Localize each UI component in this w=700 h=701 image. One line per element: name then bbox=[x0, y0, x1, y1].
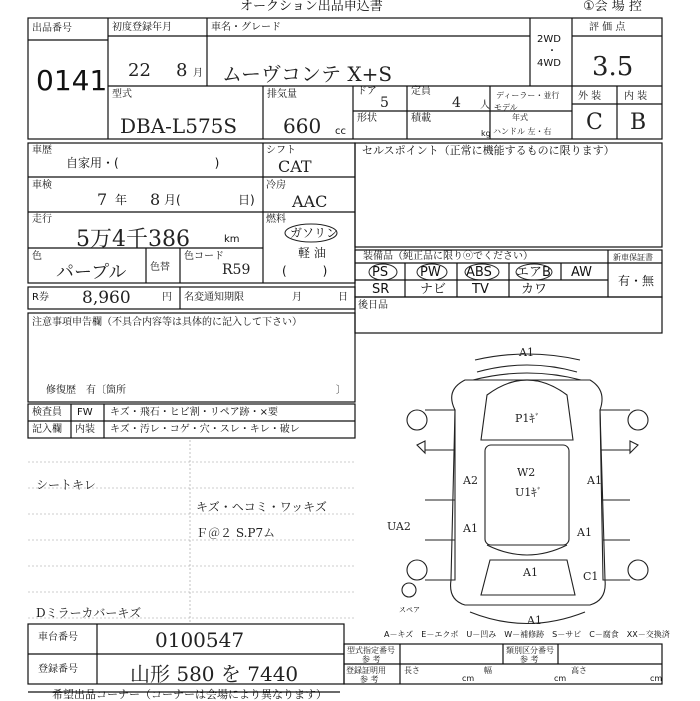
form-title: オークション出品申込書 bbox=[240, 0, 383, 14]
inspection-year: 7 bbox=[97, 190, 108, 209]
inspector-note-4: Dミラーカバーキズ bbox=[36, 606, 142, 620]
equipment-label: 装備品（純正品に限りⓞでください） bbox=[363, 251, 533, 262]
first-reg-label: 初度登録年月 bbox=[112, 22, 172, 33]
equip-sr: SR bbox=[372, 282, 390, 297]
chassis-value: 0100547 bbox=[155, 628, 245, 652]
repair-close: 〕 bbox=[336, 385, 346, 396]
mark-rear-right: C1 bbox=[583, 570, 599, 583]
class-number-ref: 参 考 bbox=[520, 655, 539, 664]
car-name-label: 車名・グレード bbox=[211, 22, 281, 33]
lot-number: 0141 bbox=[36, 64, 108, 97]
displacement-unit: cc bbox=[335, 126, 346, 137]
notes-label: 注意事項申告欄（不具合内容等は具体的に記入して下さい） bbox=[32, 317, 302, 328]
equip-pw: PW bbox=[420, 265, 441, 280]
registration-value: 山形 580 を 7440 bbox=[130, 662, 299, 686]
drive-2wd: 2WD bbox=[537, 34, 561, 45]
model-value: DBA-L575S bbox=[120, 114, 238, 138]
gasoline-circle bbox=[283, 222, 339, 244]
mark-left-side: UA2 bbox=[387, 520, 411, 533]
mark-left-front: A2 bbox=[463, 474, 478, 487]
cert-cm-1: cm bbox=[462, 674, 475, 683]
color-value: パープル bbox=[56, 262, 127, 283]
car-diagram bbox=[387, 346, 660, 628]
equip-ps: PS bbox=[372, 265, 389, 280]
ac-value: AAC bbox=[292, 192, 328, 211]
chassis-label: 車台番号 bbox=[38, 632, 78, 643]
exterior-grade: C bbox=[586, 110, 603, 135]
mark-left-rear: A1 bbox=[463, 522, 478, 535]
mark-rear-body: A1 bbox=[523, 566, 538, 579]
first-reg-month: 8 bbox=[176, 60, 188, 81]
fuel-label: 燃料 bbox=[266, 214, 286, 225]
cert-cm-2: cm bbox=[554, 674, 567, 683]
equip-navi: ナビ bbox=[420, 282, 447, 297]
name-change-label: 名変通知期限 bbox=[184, 292, 244, 303]
class-number-label: 類別区分番号 bbox=[506, 646, 554, 655]
inspector-label-1: 検査員 bbox=[32, 407, 62, 418]
load-label: 積載 bbox=[411, 113, 431, 124]
inspector-text-1: キズ・飛石・ヒビ割・リペア跡・×要 bbox=[110, 407, 278, 418]
model-label: 型式 bbox=[112, 89, 132, 100]
mark-right-front: A1 bbox=[587, 474, 602, 487]
interior-label: 内 装 bbox=[624, 91, 648, 102]
name-change-day: 日 bbox=[338, 292, 348, 303]
inspection-day-unit: 日) bbox=[238, 193, 255, 207]
cert-height: 高さ bbox=[571, 666, 587, 675]
inspector-label-2: 記入欄 bbox=[32, 424, 62, 435]
ac-label: 冷房 bbox=[266, 180, 286, 191]
mileage-unit: km bbox=[224, 234, 240, 245]
inspector-note-3: Ｆ＠２ S.P7ム bbox=[196, 526, 276, 540]
exterior-label: 外 装 bbox=[578, 91, 602, 102]
fuel-gasoline: ガソリン bbox=[290, 226, 339, 240]
body-shape-label: 形状 bbox=[357, 113, 377, 124]
doors-label: ドア bbox=[357, 86, 377, 97]
equip-airbag: エアB bbox=[516, 265, 551, 280]
dealer-label: ディーラー・並行 bbox=[496, 91, 560, 100]
type-designation-ref: 参 考 bbox=[362, 655, 381, 664]
inspector-note-1: シートキレ bbox=[36, 478, 96, 492]
equip-leather: カワ bbox=[521, 282, 548, 297]
registration-label: 登録番号 bbox=[38, 664, 78, 675]
type-designation-label: 型式指定番号 bbox=[347, 646, 395, 655]
drive-dot: ・ bbox=[547, 46, 557, 57]
warranty-value: 有・無 bbox=[618, 274, 655, 288]
capacity-label: 定員 bbox=[411, 86, 431, 97]
footer-corner-label: 希望出品コーナー（コーナーは会場により異なります） bbox=[52, 688, 327, 701]
mileage-label: 走行 bbox=[32, 214, 52, 225]
inspection-label: 車検 bbox=[32, 180, 52, 191]
usage-label: 車歴 bbox=[32, 145, 52, 156]
grade-label: 評 価 点 bbox=[589, 22, 626, 33]
usage-value: 自家用・( ) bbox=[66, 156, 220, 170]
inspection-month-unit: 月( bbox=[164, 193, 181, 207]
model-year-label: モデル bbox=[494, 103, 518, 112]
inspector-tag-2: 内装 bbox=[75, 424, 95, 435]
mark-roof: P1ｷﾞ bbox=[515, 412, 541, 425]
sales-points-label: セルスポイント（正常に機能するものに限ります） bbox=[362, 144, 615, 157]
equip-aw: AW bbox=[571, 265, 593, 280]
warranty-label: 新車保証書 bbox=[613, 253, 653, 262]
interior-grade: B bbox=[630, 110, 647, 135]
first-reg-month-unit: 月 bbox=[193, 68, 203, 79]
load-unit: kg bbox=[481, 129, 491, 138]
fuel-other: ( ) bbox=[282, 264, 328, 278]
recycle-value: 8,960 bbox=[82, 288, 131, 308]
cert-ref: 参 考 bbox=[360, 675, 379, 684]
lot-label: 出品番号 bbox=[32, 23, 72, 34]
postscript-label: 後日品 bbox=[358, 300, 388, 311]
name-change-month: 月 bbox=[292, 292, 302, 303]
grade-score: 3.5 bbox=[592, 52, 634, 82]
car-name-value: ムーヴコンテ X+S bbox=[222, 62, 393, 86]
capacity-unit: 人 bbox=[480, 100, 490, 111]
mark-right-rear: A1 bbox=[577, 526, 592, 539]
recycle-label: R券 bbox=[32, 292, 49, 303]
first-reg-year: 22 bbox=[128, 60, 151, 81]
venue-copy-label: ①会 場 控 bbox=[583, 0, 642, 14]
cert-length: 長さ bbox=[404, 666, 420, 675]
mark-w2: W2 bbox=[517, 466, 536, 479]
handle-label: ハンドル 左・右 bbox=[493, 127, 552, 136]
equipment-circles bbox=[366, 262, 566, 282]
mark-top: A1 bbox=[519, 346, 534, 359]
year-label: 年式 bbox=[512, 113, 528, 122]
equip-abs: ABS bbox=[466, 265, 492, 280]
cert-cm-3: cm bbox=[650, 674, 663, 683]
displacement-label: 排気量 bbox=[267, 89, 297, 100]
mark-bottom: A1 bbox=[527, 614, 542, 627]
damage-legend: A－キズ E－エクボ U－凹み W－補修跡 S－サビ C－腐食 XX－交換済 bbox=[384, 630, 670, 639]
inspection-year-unit: 年 bbox=[115, 193, 128, 207]
inspector-text-2: キズ・汚レ・コゲ・穴・スレ・キレ・破レ bbox=[110, 424, 300, 435]
shift-label: シフト bbox=[266, 145, 296, 156]
cert-width: 幅 bbox=[484, 666, 492, 675]
mileage-value: 5万4千386 bbox=[76, 227, 190, 252]
capacity-value: 4 bbox=[452, 95, 461, 111]
fuel-diesel: 軽 油 bbox=[298, 246, 326, 260]
color-code-label: 色コード bbox=[184, 251, 224, 262]
repair-history-label: 修復歴 有〔箇所 bbox=[46, 385, 126, 396]
shift-value: CAT bbox=[278, 157, 312, 176]
doors-value: 5 bbox=[380, 95, 389, 111]
drive-4wd: 4WD bbox=[537, 58, 561, 69]
color-code: R59 bbox=[222, 262, 251, 278]
inspector-note-2: キズ・ヘコミ・ワッキズ bbox=[196, 500, 327, 514]
color-change-label: 色替 bbox=[150, 262, 170, 273]
inspection-month: 8 bbox=[150, 190, 161, 209]
equip-tv: TV bbox=[472, 282, 489, 297]
recycle-unit: 円 bbox=[162, 292, 172, 303]
displacement-value: 660 bbox=[283, 114, 322, 138]
mark-spare: スペア bbox=[399, 606, 420, 614]
inspector-tag-1: FW bbox=[77, 407, 93, 418]
mark-u: U1ｷﾞ bbox=[515, 486, 543, 499]
cert-label: 登録証明用 bbox=[346, 666, 386, 675]
color-label: 色 bbox=[32, 251, 42, 262]
